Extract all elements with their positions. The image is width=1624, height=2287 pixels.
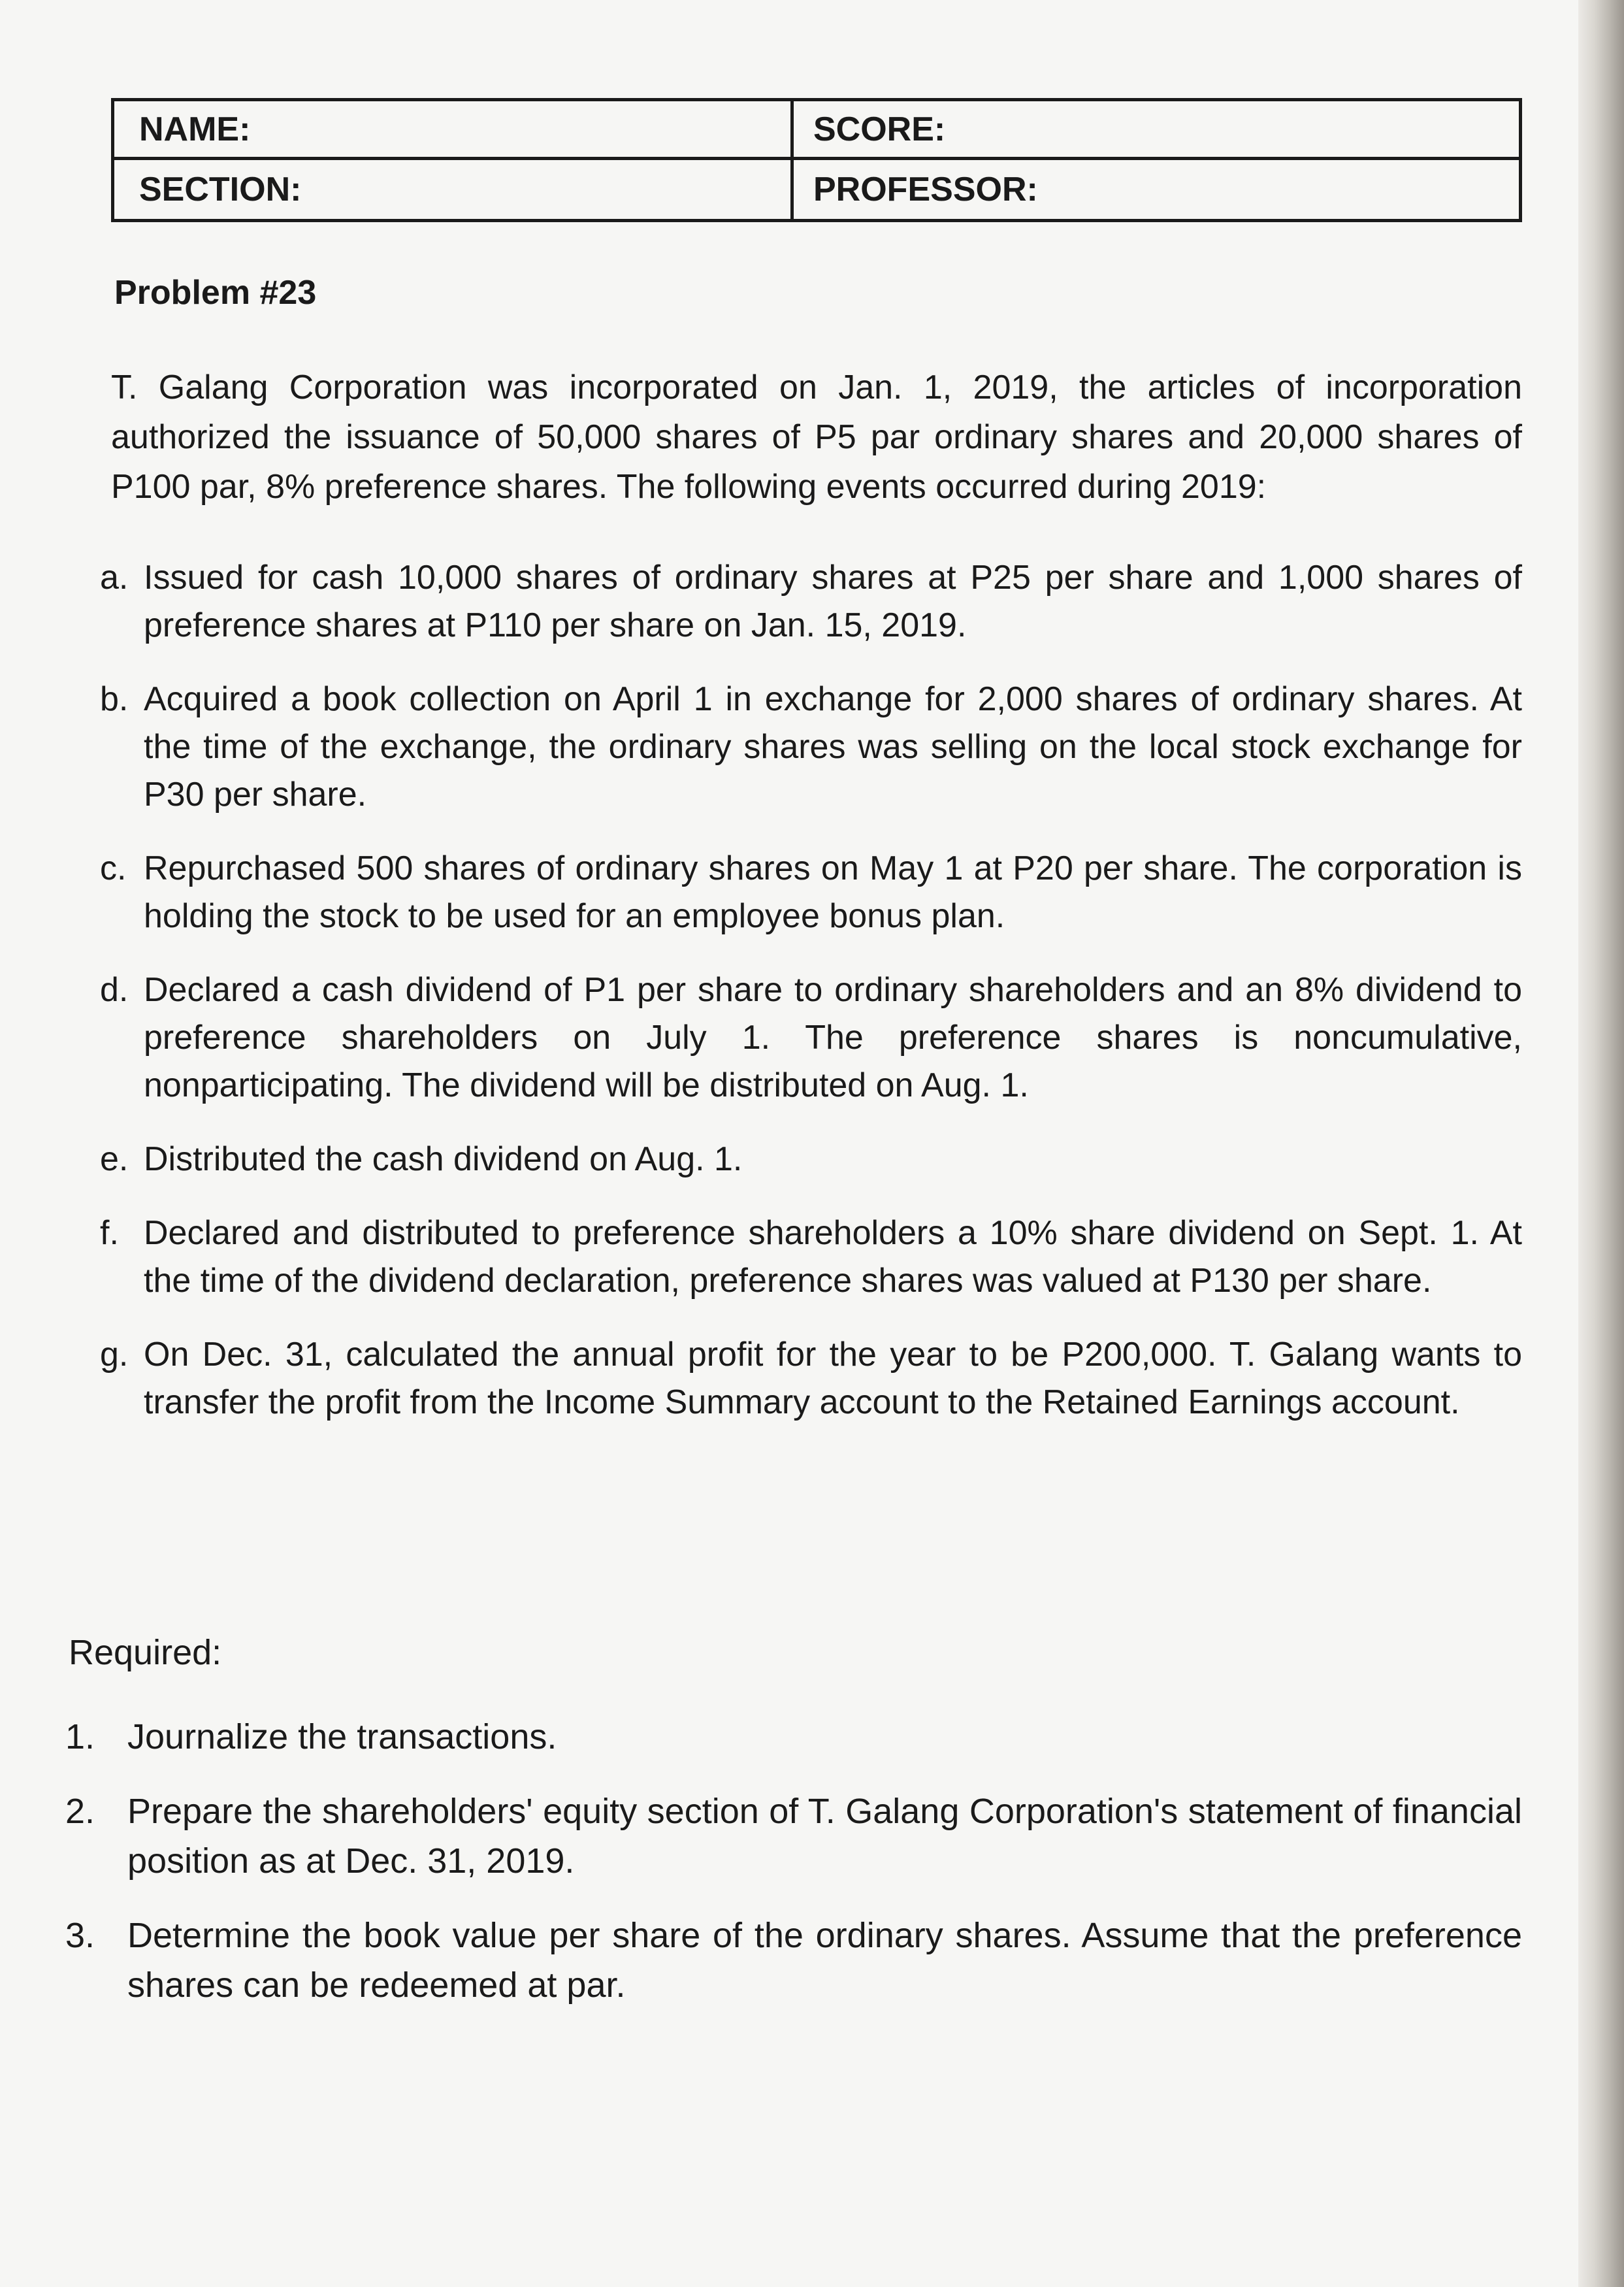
score-label: SCORE: (813, 110, 946, 148)
event-item-f (75, 1209, 1522, 1305)
score-cell (794, 101, 1519, 160)
requirement-item-2 (59, 1786, 1522, 1886)
requirement-number: 2. (65, 1792, 95, 1831)
page-edge-shadow (1578, 0, 1624, 2287)
requirement-text: Journalize the transactions. (127, 1717, 557, 1756)
professor-label: PROFESSOR: (813, 171, 1038, 208)
requirement-number: 1. (65, 1717, 95, 1756)
required-heading: Required: (69, 1633, 222, 1672)
event-item-e (75, 1136, 1522, 1183)
event-text: Acquired a book collection on April 1 in exchange for 2,000 shares of ordinary shares. At the time of the exchange, the ordinary shares was selling on the local stock exchange for P30 per share. (144, 680, 1522, 814)
professor-cell (794, 160, 1519, 219)
requirement-item-3 (59, 1911, 1522, 2010)
event-text: Declared a cash dividend of P1 per share to ordinary shareholders and an 8% dividend to preference shareholders on July 1. The preference shares is noncumulative, nonparticipating. The dividend will be distributed on Aug. 1. (144, 971, 1522, 1104)
name-cell (114, 101, 794, 160)
event-letter: c. (100, 849, 127, 887)
requirement-number: 3. (65, 1916, 95, 1955)
event-list (75, 554, 1522, 1453)
requirement-text: Determine the book value per share of the ordinary shares. Assume that the preference shares can be redeemed at par. (127, 1916, 1522, 2005)
problem-title: Problem #23 (114, 274, 317, 312)
event-letter: d. (100, 971, 129, 1009)
event-item-b (75, 676, 1522, 819)
event-item-g (75, 1331, 1522, 1426)
event-text: Issued for cash 10,000 shares of ordinary shares at P25 per share and 1,000 shares of preference shares at P110 per share on Jan. 15, 2019. (144, 559, 1522, 644)
student-info-table (111, 98, 1522, 222)
event-item-c (75, 845, 1522, 940)
requirement-list (59, 1712, 1522, 2035)
event-letter: f. (100, 1214, 119, 1252)
event-item-a (75, 554, 1522, 650)
section-label: SECTION: (139, 171, 302, 208)
event-item-d (75, 966, 1522, 1110)
problem-intro: T. Galang Corporation was incorporated on Jan. 1, 2019, the articles of incorporation authorized the issuance of 50,000 shares of P5 par ordinary shares and 20,000 shares of P100 par, 8% preference shares. The following events occurred during 2019: (111, 369, 1522, 506)
event-letter: g. (100, 1336, 129, 1374)
name-label: NAME: (139, 110, 251, 148)
requirement-item-1 (59, 1712, 1522, 1762)
event-text: Distributed the cash dividend on Aug. 1. (144, 1140, 743, 1178)
event-text: Declared and distributed to preference shareholders a 10% share dividend on Sept. 1. At the time of the dividend declaration, preference shares was valued at P130 per share. (144, 1214, 1522, 1300)
event-letter: e. (100, 1140, 129, 1178)
event-letter: b. (100, 680, 129, 718)
event-text: Repurchased 500 shares of ordinary shares on May 1 at P20 per share. The corporation is holding the stock to be used for an employee bonus plan. (144, 849, 1522, 935)
event-text: On Dec. 31, calculated the annual profit for the year to be P200,000. T. Galang wants to transfer the profit from the Income Summary account to the Retained Earnings account. (144, 1336, 1522, 1421)
requirement-text: Prepare the shareholders' equity section of T. Galang Corporation's statement of financial position as at Dec. 31, 2019. (127, 1792, 1522, 1881)
section-cell (114, 160, 794, 219)
event-letter: a. (100, 559, 129, 597)
